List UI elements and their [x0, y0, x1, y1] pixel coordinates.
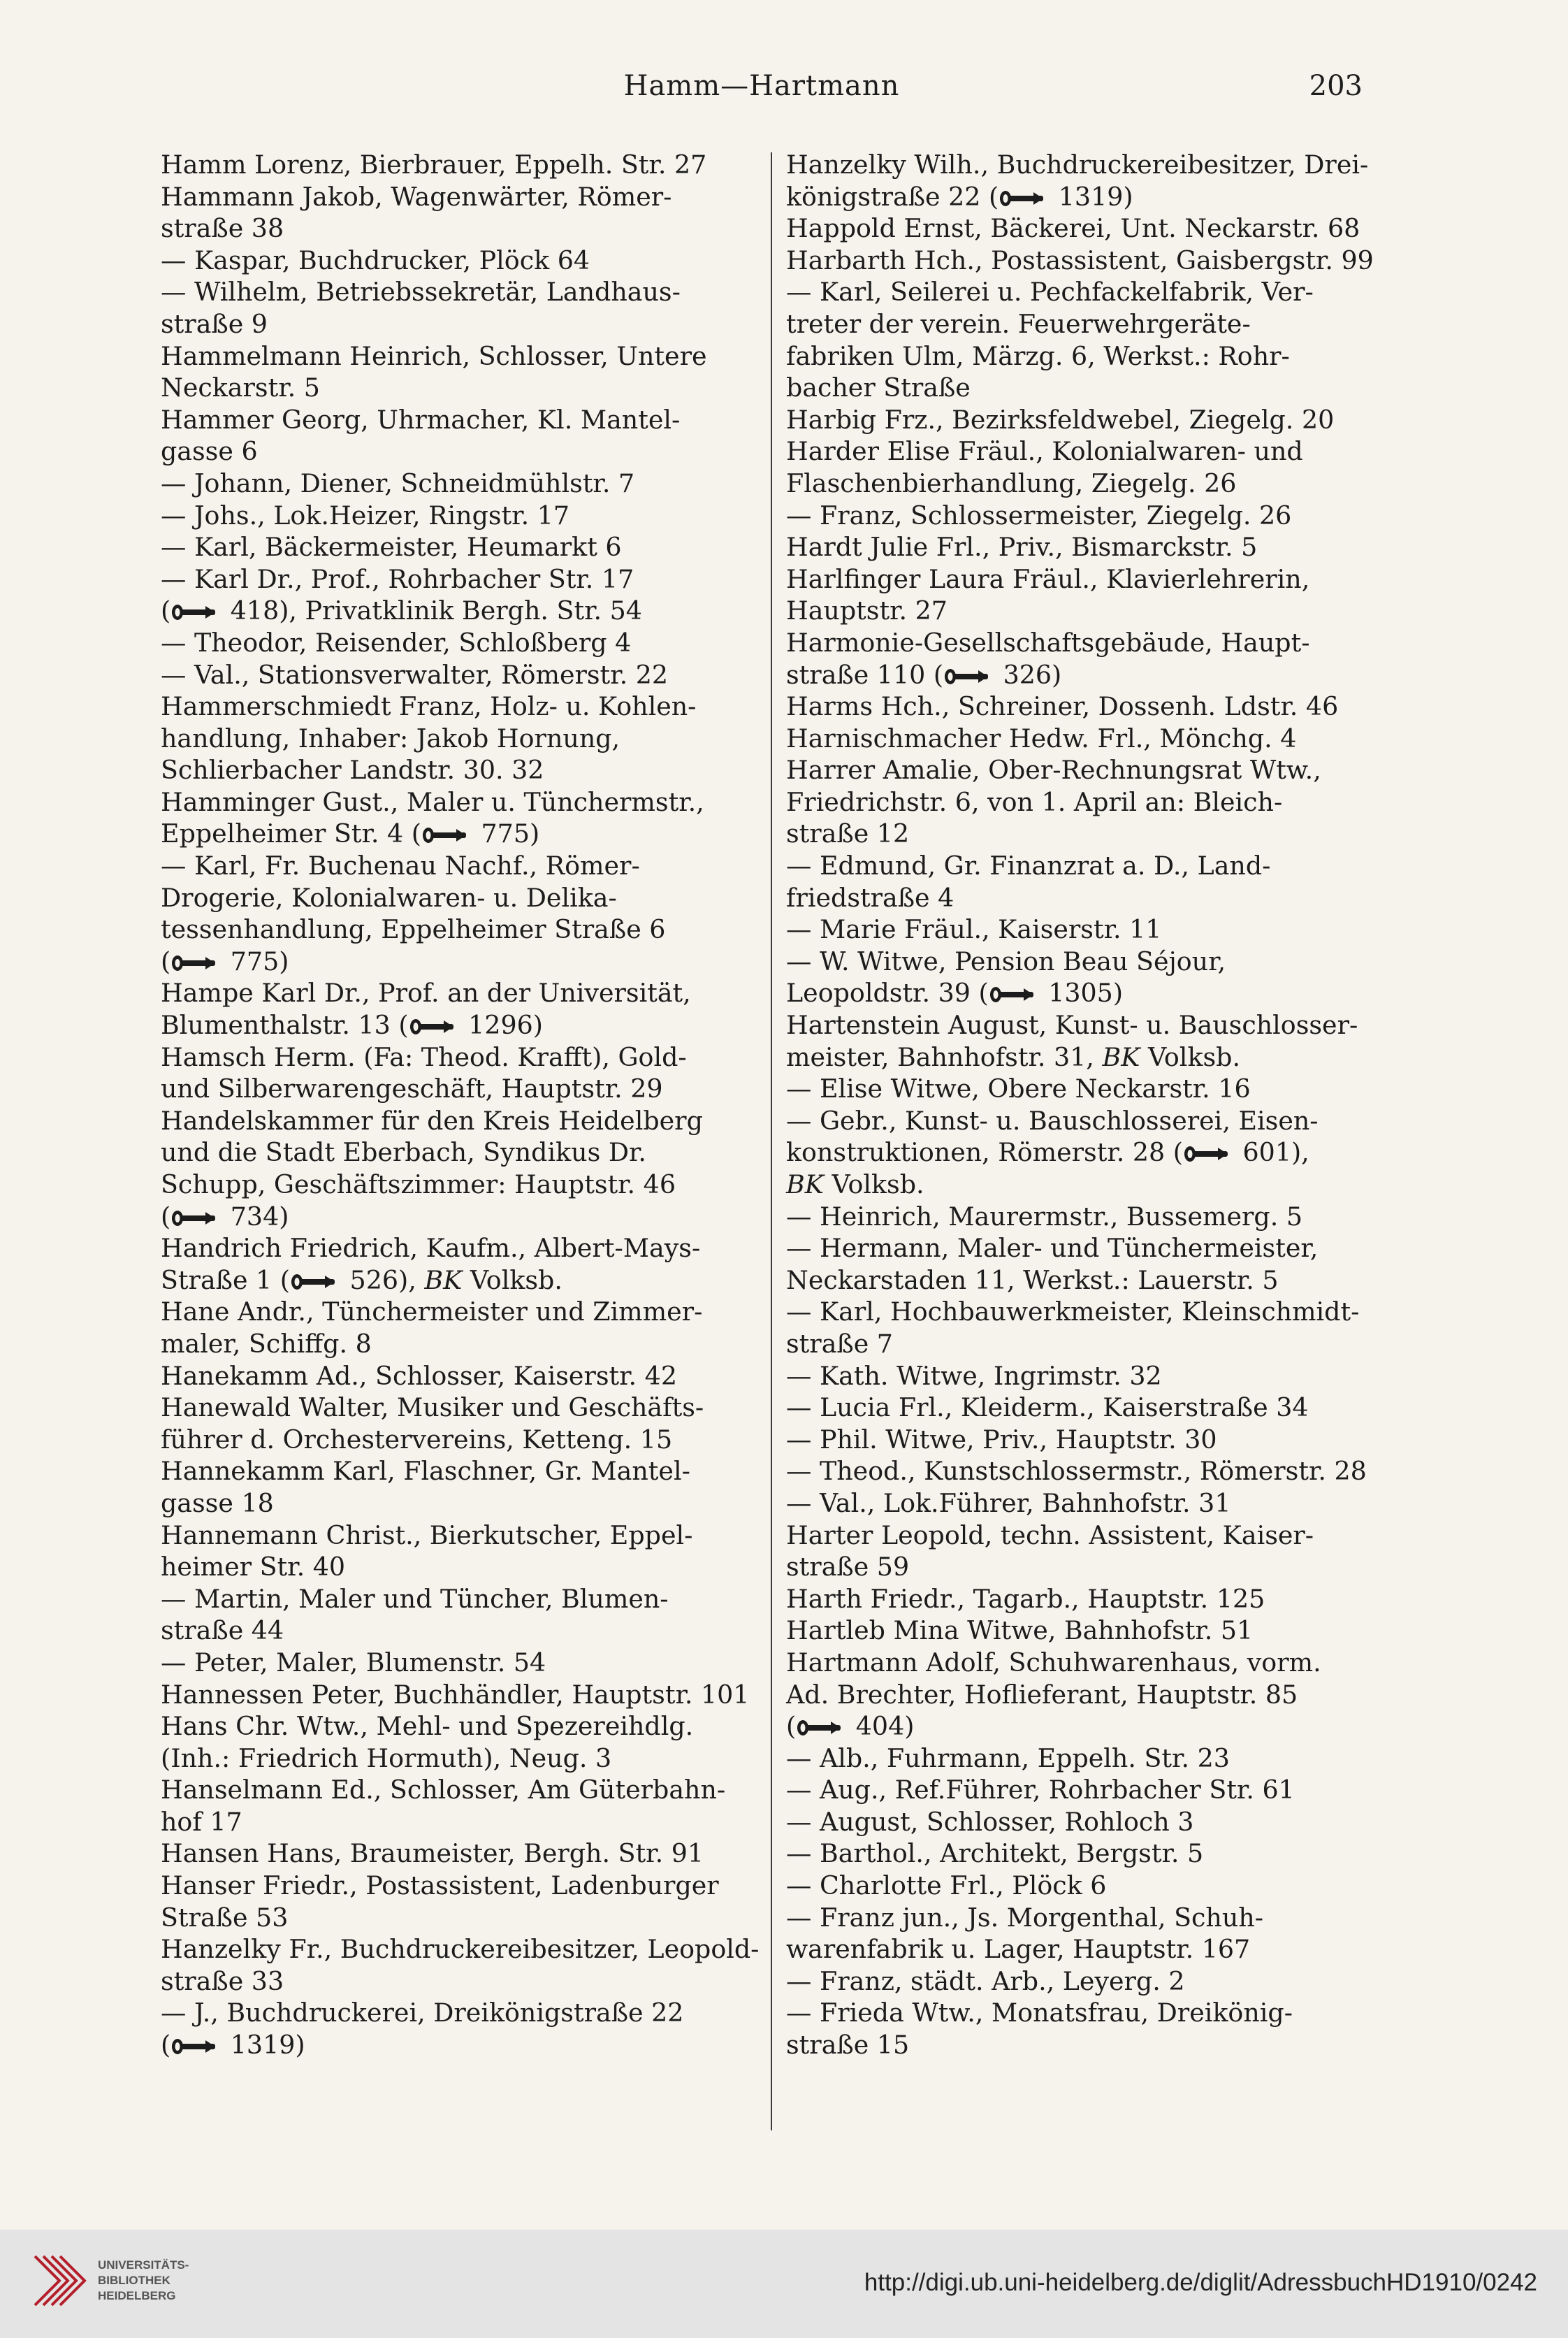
entry-line: Leopoldstr. 39 ( 1305)	[786, 978, 1124, 1009]
entry-line: Eppelheimer Str. 4 ( 775)	[161, 818, 540, 849]
directory-entry	[786, 563, 1387, 627]
directory-entry	[786, 1392, 1387, 1424]
entry-line: — Johs., Lok.Heizer, Ringstr. 17	[161, 500, 570, 531]
directory-entry	[786, 1073, 1387, 1105]
directory-entry	[161, 149, 762, 181]
entry-line: Straße 53	[161, 1902, 289, 1933]
entry-line: — Peter, Maler, Blumenstr. 54	[161, 1647, 546, 1677]
telephone-icon	[421, 826, 467, 844]
entry-line: straße 33	[161, 1965, 284, 1996]
directory-entry	[161, 1838, 762, 1870]
entry-line: — Charlotte Frl., Plöck 6	[786, 1870, 1107, 1901]
telephone-icon	[170, 1209, 217, 1227]
entry-line: Harrer Amalie, Ober-Rechnungsrat Wtw.,	[786, 755, 1321, 786]
directory-entry	[786, 1232, 1387, 1296]
directory-entry	[161, 1774, 762, 1838]
directory-entry	[786, 1647, 1387, 1742]
directory-entry	[161, 627, 762, 659]
entry-line: Harnischmacher Hedw. Frl., Mönchg. 4	[786, 723, 1297, 753]
entry-line: — Heinrich, Maurermstr., Bussemerg. 5	[786, 1201, 1303, 1232]
entry-line: Hanekamm Ad., Schlosser, Kaiserstr. 42	[161, 1360, 677, 1391]
directory-entry	[786, 1487, 1387, 1520]
directory-entry	[786, 404, 1387, 436]
entry-line: Schlierbacher Landstr. 30. 32	[161, 755, 544, 786]
directory-entry	[786, 1742, 1387, 1775]
entry-line: und die Stadt Eberbach, Syndikus Dr.	[161, 1137, 646, 1168]
directory-entry	[161, 340, 762, 404]
entry-line: (Inh.: Friedrich Hormuth), Neug. 3	[161, 1742, 612, 1773]
directory-entry	[161, 404, 762, 468]
library-logo-icon	[28, 2249, 91, 2319]
telephone-icon	[170, 954, 217, 972]
entry-line: — Wilhelm, Betriebssekretär, Landhaus-	[161, 277, 681, 308]
directory-entry	[161, 659, 762, 691]
directory-entry	[786, 946, 1387, 1009]
entry-line: heimer Str. 40	[161, 1552, 346, 1582]
institution-name	[98, 2258, 189, 2304]
entry-line: — Franz, städt. Arb., Leyerg. 2	[786, 1965, 1185, 1996]
entry-line: Happold Ernst, Bäckerei, Unt. Neckarstr. 68	[786, 213, 1360, 244]
entry-line: — August, Schlosser, Rohloch 3	[786, 1806, 1194, 1837]
directory-entry	[786, 1201, 1387, 1233]
entry-line: gasse 6	[161, 436, 258, 467]
entry-line: straße 12	[786, 818, 910, 849]
entry-line: Ad. Brechter, Hoflieferant, Hauptstr. 85	[786, 1679, 1298, 1710]
entry-line: Hannemann Christ., Bierkutscher, Eppel-	[161, 1520, 693, 1550]
entry-line: — Karl Dr., Prof., Rohrbacher Str. 17	[161, 563, 634, 594]
entry-line: straße 38	[161, 213, 284, 244]
directory-entry	[786, 500, 1387, 532]
entry-line: Harbarth Hch., Postassistent, Gaisbergstr. 99	[786, 245, 1374, 275]
directory-entry	[161, 1105, 762, 1232]
entry-line: Hannessen Peter, Buchhändler, Hauptstr. 101	[161, 1679, 750, 1710]
entry-line: — Edmund, Gr. Finanzrat a. D., Land-	[786, 851, 1271, 881]
entry-line: Blumenthalstr. 13 ( 1296)	[161, 1010, 543, 1041]
entry-line: Hauptstr. 27	[786, 596, 948, 626]
entry-line: Harter Leopold, techn. Assistent, Kaiser-	[786, 1520, 1314, 1550]
directory-entry	[161, 1870, 762, 1933]
entry-line: — Barthol., Architekt, Bergstr. 5	[786, 1838, 1204, 1869]
entry-line: führer d. Orchestervereins, Ketteng. 15	[161, 1424, 673, 1455]
footer-bar	[0, 2230, 1568, 2338]
directory-entry	[786, 276, 1387, 403]
directory-entry	[161, 181, 762, 245]
entry-line: ( 734)	[161, 1201, 289, 1232]
entry-line: handlung, Inhaber: Jakob Hornung,	[161, 723, 620, 753]
entry-line: straße 7	[786, 1328, 893, 1359]
directory-entry	[786, 1997, 1387, 2061]
column-divider	[771, 152, 772, 2130]
directory-entry	[786, 627, 1387, 691]
institution-line: UNIVERSITÄTS-	[98, 2258, 189, 2272]
entry-line: Hampe Karl Dr., Prof. an der Universität,	[161, 978, 691, 1009]
directory-entry	[786, 245, 1387, 277]
directory-entry	[161, 1583, 762, 1647]
entry-line: — Johann, Diener, Schneidmühlstr. 7	[161, 468, 635, 498]
directory-entry	[786, 1105, 1387, 1201]
entry-line: — Val., Stationsverwalter, Römerstr. 22	[161, 659, 669, 690]
directory-entry	[786, 1902, 1387, 1965]
entry-line: und Silberwarengeschäft, Hauptstr. 29	[161, 1074, 663, 1104]
directory-entry	[161, 1296, 762, 1359]
entry-line: königstraße 22 ( 1319)	[786, 181, 1133, 212]
entry-line: Hanzelky Fr., Buchdruckereibesitzer, Leopold-	[161, 1934, 760, 1965]
directory-entry	[786, 1583, 1387, 1615]
entry-line: — Aug., Ref.Führer, Rohrbacher Str. 61	[786, 1775, 1295, 1805]
entry-line: straße 44	[161, 1615, 284, 1646]
entry-line: BK Volksb.	[786, 1169, 924, 1199]
directory-entry	[161, 1455, 762, 1519]
entry-line: Harbig Frz., Bezirksfeldwebel, Ziegelg. 20	[786, 404, 1335, 435]
entry-line: — W. Witwe, Pension Beau Séjour,	[786, 946, 1226, 976]
entry-line: Hamm Lorenz, Bierbrauer, Eppelh. Str. 27	[161, 150, 707, 180]
entry-line: ( 1319)	[161, 2030, 305, 2061]
directory-entry	[161, 691, 762, 786]
telephone-icon	[170, 2037, 217, 2056]
entry-line: Drogerie, Kolonialwaren- u. Delika-	[161, 882, 617, 913]
entry-line: Hammann Jakob, Wagenwärter, Römer-	[161, 181, 672, 212]
entry-line: Hartleb Mina Witwe, Bahnhofstr. 51	[786, 1615, 1254, 1646]
directory-entry	[161, 468, 762, 500]
directory-entry	[786, 1615, 1387, 1647]
entry-line: — Lucia Frl., Kleiderm., Kaiserstraße 34	[786, 1392, 1309, 1423]
entry-line: Hane Andr., Tünchermeister und Zimmer-	[161, 1297, 703, 1327]
entry-line: friedstraße 4	[786, 882, 954, 913]
directory-entry	[161, 1520, 762, 1583]
entry-line: — Elise Witwe, Obere Neckarstr. 16	[786, 1074, 1251, 1104]
entry-line: — Theodor, Reisender, Schloßberg 4	[161, 627, 632, 658]
entry-line: — Frieda Wtw., Monatsfrau, Dreikönig-	[786, 1998, 1293, 2028]
entry-line: treter der verein. Feuerwehrgeräte-	[786, 308, 1251, 339]
entry-line: — Alb., Fuhrmann, Eppelh. Str. 23	[786, 1742, 1230, 1773]
entry-line: Neckarstaden 11, Werkst.: Lauerstr. 5	[786, 1264, 1279, 1295]
source-url-link[interactable]: http://digi.ub.uni-heidelberg.de/diglit/AdressbuchHD1910/0242	[864, 2269, 1537, 2296]
entry-line: ( 775)	[161, 946, 289, 976]
entry-line: Harth Friedr., Tagarb., Hauptstr. 125	[786, 1583, 1265, 1614]
entry-line: Harlfinger Laura Fräul., Klavierlehrerin,	[786, 563, 1310, 594]
directory-entry	[161, 1679, 762, 1711]
entry-line: — Karl, Bäckermeister, Heumarkt 6	[161, 532, 622, 563]
entry-line: ( 404)	[786, 1711, 915, 1742]
directory-entry	[786, 754, 1387, 850]
directory-entry	[786, 1806, 1387, 1838]
directory-entry	[161, 1360, 762, 1392]
directory-entry	[161, 500, 762, 532]
telephone-icon	[999, 189, 1045, 208]
entry-line: — J., Buchdruckerei, Dreikönigstraße 22	[161, 1998, 684, 2028]
entry-line: — Franz, Schlossermeister, Ziegelg. 26	[786, 500, 1292, 531]
institution-line: BIBLIOTHEK	[98, 2274, 170, 2287]
directory-entry	[161, 1710, 762, 1774]
entry-line: Hammer Georg, Uhrmacher, Kl. Mantel-	[161, 404, 681, 435]
entry-line: ( 418), Privatklinik Bergh. Str. 54	[161, 596, 642, 626]
entry-line: Hardt Julie Frl., Priv., Bismarckstr. 5	[786, 532, 1258, 563]
directory-entry	[161, 563, 762, 627]
telephone-icon	[409, 1018, 455, 1036]
directory-entry	[161, 1392, 762, 1455]
bank-abbreviation: BK	[1102, 1041, 1140, 1072]
entry-line: straße 9	[161, 308, 268, 339]
entry-line: — Kath. Witwe, Ingrimstr. 32	[786, 1360, 1162, 1391]
entry-line: Flaschenbierhandlung, Ziegelg. 26	[786, 468, 1237, 498]
entry-line: — Karl, Fr. Buchenau Nachf., Römer-	[161, 851, 640, 881]
entry-line: hof 17	[161, 1806, 242, 1837]
entry-line: Handelskammer für den Kreis Heidelberg	[161, 1105, 703, 1136]
entry-line: Straße 1 ( 526), BK Volksb.	[161, 1264, 562, 1295]
entry-line: — Val., Lok.Führer, Bahnhofstr. 31	[786, 1487, 1231, 1518]
entry-line: — Karl, Seilerei u. Pechfackelfabrik, Ver-	[786, 277, 1314, 308]
entry-line: Hamminger Gust., Maler u. Tünchermstr.,	[161, 786, 704, 817]
entry-line: Harder Elise Fräul., Kolonialwaren- und	[786, 436, 1303, 467]
directory-entry	[161, 786, 762, 850]
telephone-icon	[290, 1273, 336, 1291]
entry-line: — Marie Fräul., Kaiserstr. 11	[786, 914, 1162, 945]
entry-line: Handrich Friedrich, Kaufm., Albert-Mays-	[161, 1233, 701, 1264]
directory-entry	[161, 1933, 762, 1997]
telephone-icon	[796, 1719, 842, 1737]
entry-line: — Gebr., Kunst- u. Bauschlosserei, Eisen-	[786, 1105, 1319, 1136]
directory-entry	[786, 149, 1387, 212]
entry-line: maler, Schiffg. 8	[161, 1328, 372, 1359]
directory-entry	[161, 977, 762, 1041]
entry-line: Hanzelky Wilh., Buchdruckereibesitzer, Drei-	[786, 150, 1369, 180]
entry-line: — Hermann, Maler- und Tünchermeister,	[786, 1233, 1319, 1264]
entry-line: — Theod., Kunstschlossermstr., Römerstr. 28	[786, 1456, 1367, 1487]
directory-entry	[786, 1774, 1387, 1806]
entry-line: konstruktionen, Römerstr. 28 ( 601),	[786, 1137, 1309, 1168]
directory-entry	[786, 1360, 1387, 1392]
directory-entry	[786, 850, 1387, 914]
directory-entry	[786, 1838, 1387, 1870]
directory-entry	[161, 1232, 762, 1296]
directory-entry	[161, 1997, 762, 2061]
entry-line: warenfabrik u. Lager, Hauptstr. 167	[786, 1934, 1251, 1965]
directory-entry	[786, 1009, 1387, 1073]
bank-abbreviation: BK	[786, 1169, 824, 1199]
entry-line: straße 15	[786, 2030, 910, 2061]
entry-line: — Martin, Maler und Tüncher, Blumen-	[161, 1583, 669, 1614]
entry-line: Hammelmann Heinrich, Schlosser, Untere	[161, 340, 707, 371]
directory-entry	[786, 1296, 1387, 1359]
directory-entry	[786, 1965, 1387, 1998]
directory-entry	[161, 850, 762, 977]
entry-line: — Karl, Hochbauwerkmeister, Kleinschmidt-	[786, 1297, 1360, 1327]
entry-line: Friedrichstr. 6, von 1. April an: Bleich-	[786, 786, 1283, 817]
directory-entry	[786, 691, 1387, 723]
telephone-icon	[1183, 1145, 1229, 1163]
directory-entry	[161, 245, 762, 277]
entry-line: Hanselmann Ed., Schlosser, Am Güterbahn-	[161, 1775, 726, 1805]
entry-line: straße 110 ( 326)	[786, 659, 1062, 690]
entry-line: Harms Hch., Schreiner, Dossenh. Ldstr. 46	[786, 691, 1339, 722]
entry-line: meister, Bahnhofstr. 31, BK Volksb.	[786, 1041, 1241, 1072]
entry-line: Hanewald Walter, Musiker und Geschäfts-	[161, 1392, 704, 1423]
directory-entry	[161, 276, 762, 340]
running-title: Hamm—Hartmann	[623, 70, 900, 102]
entry-line: gasse 18	[161, 1487, 274, 1518]
entry-line: straße 59	[786, 1552, 910, 1582]
directory-entry	[161, 531, 762, 563]
page-number: 203	[1309, 70, 1363, 102]
entry-line: Hartenstein August, Kunst- u. Bauschlosser-	[786, 1010, 1358, 1041]
entry-line: Hannekamm Karl, Flaschner, Gr. Mantel-	[161, 1456, 690, 1487]
left-column	[161, 149, 762, 2061]
entry-line: Hans Chr. Wtw., Mehl- und Spezereihdlg.	[161, 1711, 694, 1742]
entry-line: — Phil. Witwe, Priv., Hauptstr. 30	[786, 1424, 1217, 1455]
telephone-icon	[989, 986, 1035, 1004]
right-column	[786, 149, 1387, 2061]
entry-line: Hanser Friedr., Postassistent, Ladenburger	[161, 1870, 719, 1901]
directory-entry	[786, 723, 1387, 755]
telephone-icon	[943, 668, 989, 686]
directory-entry	[786, 914, 1387, 946]
directory-entry	[786, 1424, 1387, 1456]
directory-entry	[786, 212, 1387, 245]
entry-line: — Kaspar, Buchdrucker, Plöck 64	[161, 245, 590, 275]
entry-line: Neckarstr. 5	[161, 373, 320, 403]
bank-abbreviation: BK	[424, 1264, 463, 1295]
entry-line: Schupp, Geschäftszimmer: Hauptstr. 46	[161, 1169, 676, 1199]
entry-line: bacher Straße	[786, 373, 971, 403]
entry-line: — Franz jun., Js. Morgenthal, Schuh-	[786, 1902, 1264, 1933]
entry-line: Hammerschmiedt Franz, Holz- u. Kohlen-	[161, 691, 697, 722]
page-header	[161, 70, 1363, 112]
telephone-icon	[170, 603, 217, 621]
directory-entry	[786, 435, 1387, 499]
directory-entry	[161, 1041, 762, 1105]
entry-line: tessenhandlung, Eppelheimer Straße 6	[161, 914, 666, 945]
entry-line: Hartmann Adolf, Schuhwarenhaus, vorm.	[786, 1647, 1321, 1677]
entry-line: Harmonie-Gesellschaftsgebäude, Haupt-	[786, 627, 1310, 658]
directory-entry	[786, 1455, 1387, 1487]
entry-line: Hansen Hans, Braumeister, Bergh. Str. 91	[161, 1838, 704, 1869]
directory-entry	[786, 1870, 1387, 1902]
directory-entry	[161, 1647, 762, 1679]
directory-entry	[786, 531, 1387, 563]
entry-line: fabriken Ulm, Märzg. 6, Werkst.: Rohr-	[786, 340, 1290, 371]
directory-entry	[786, 1520, 1387, 1583]
institution-line: HEIDELBERG	[98, 2289, 176, 2302]
entry-line: Hamsch Herm. (Fa: Theod. Krafft), Gold-	[161, 1041, 687, 1072]
